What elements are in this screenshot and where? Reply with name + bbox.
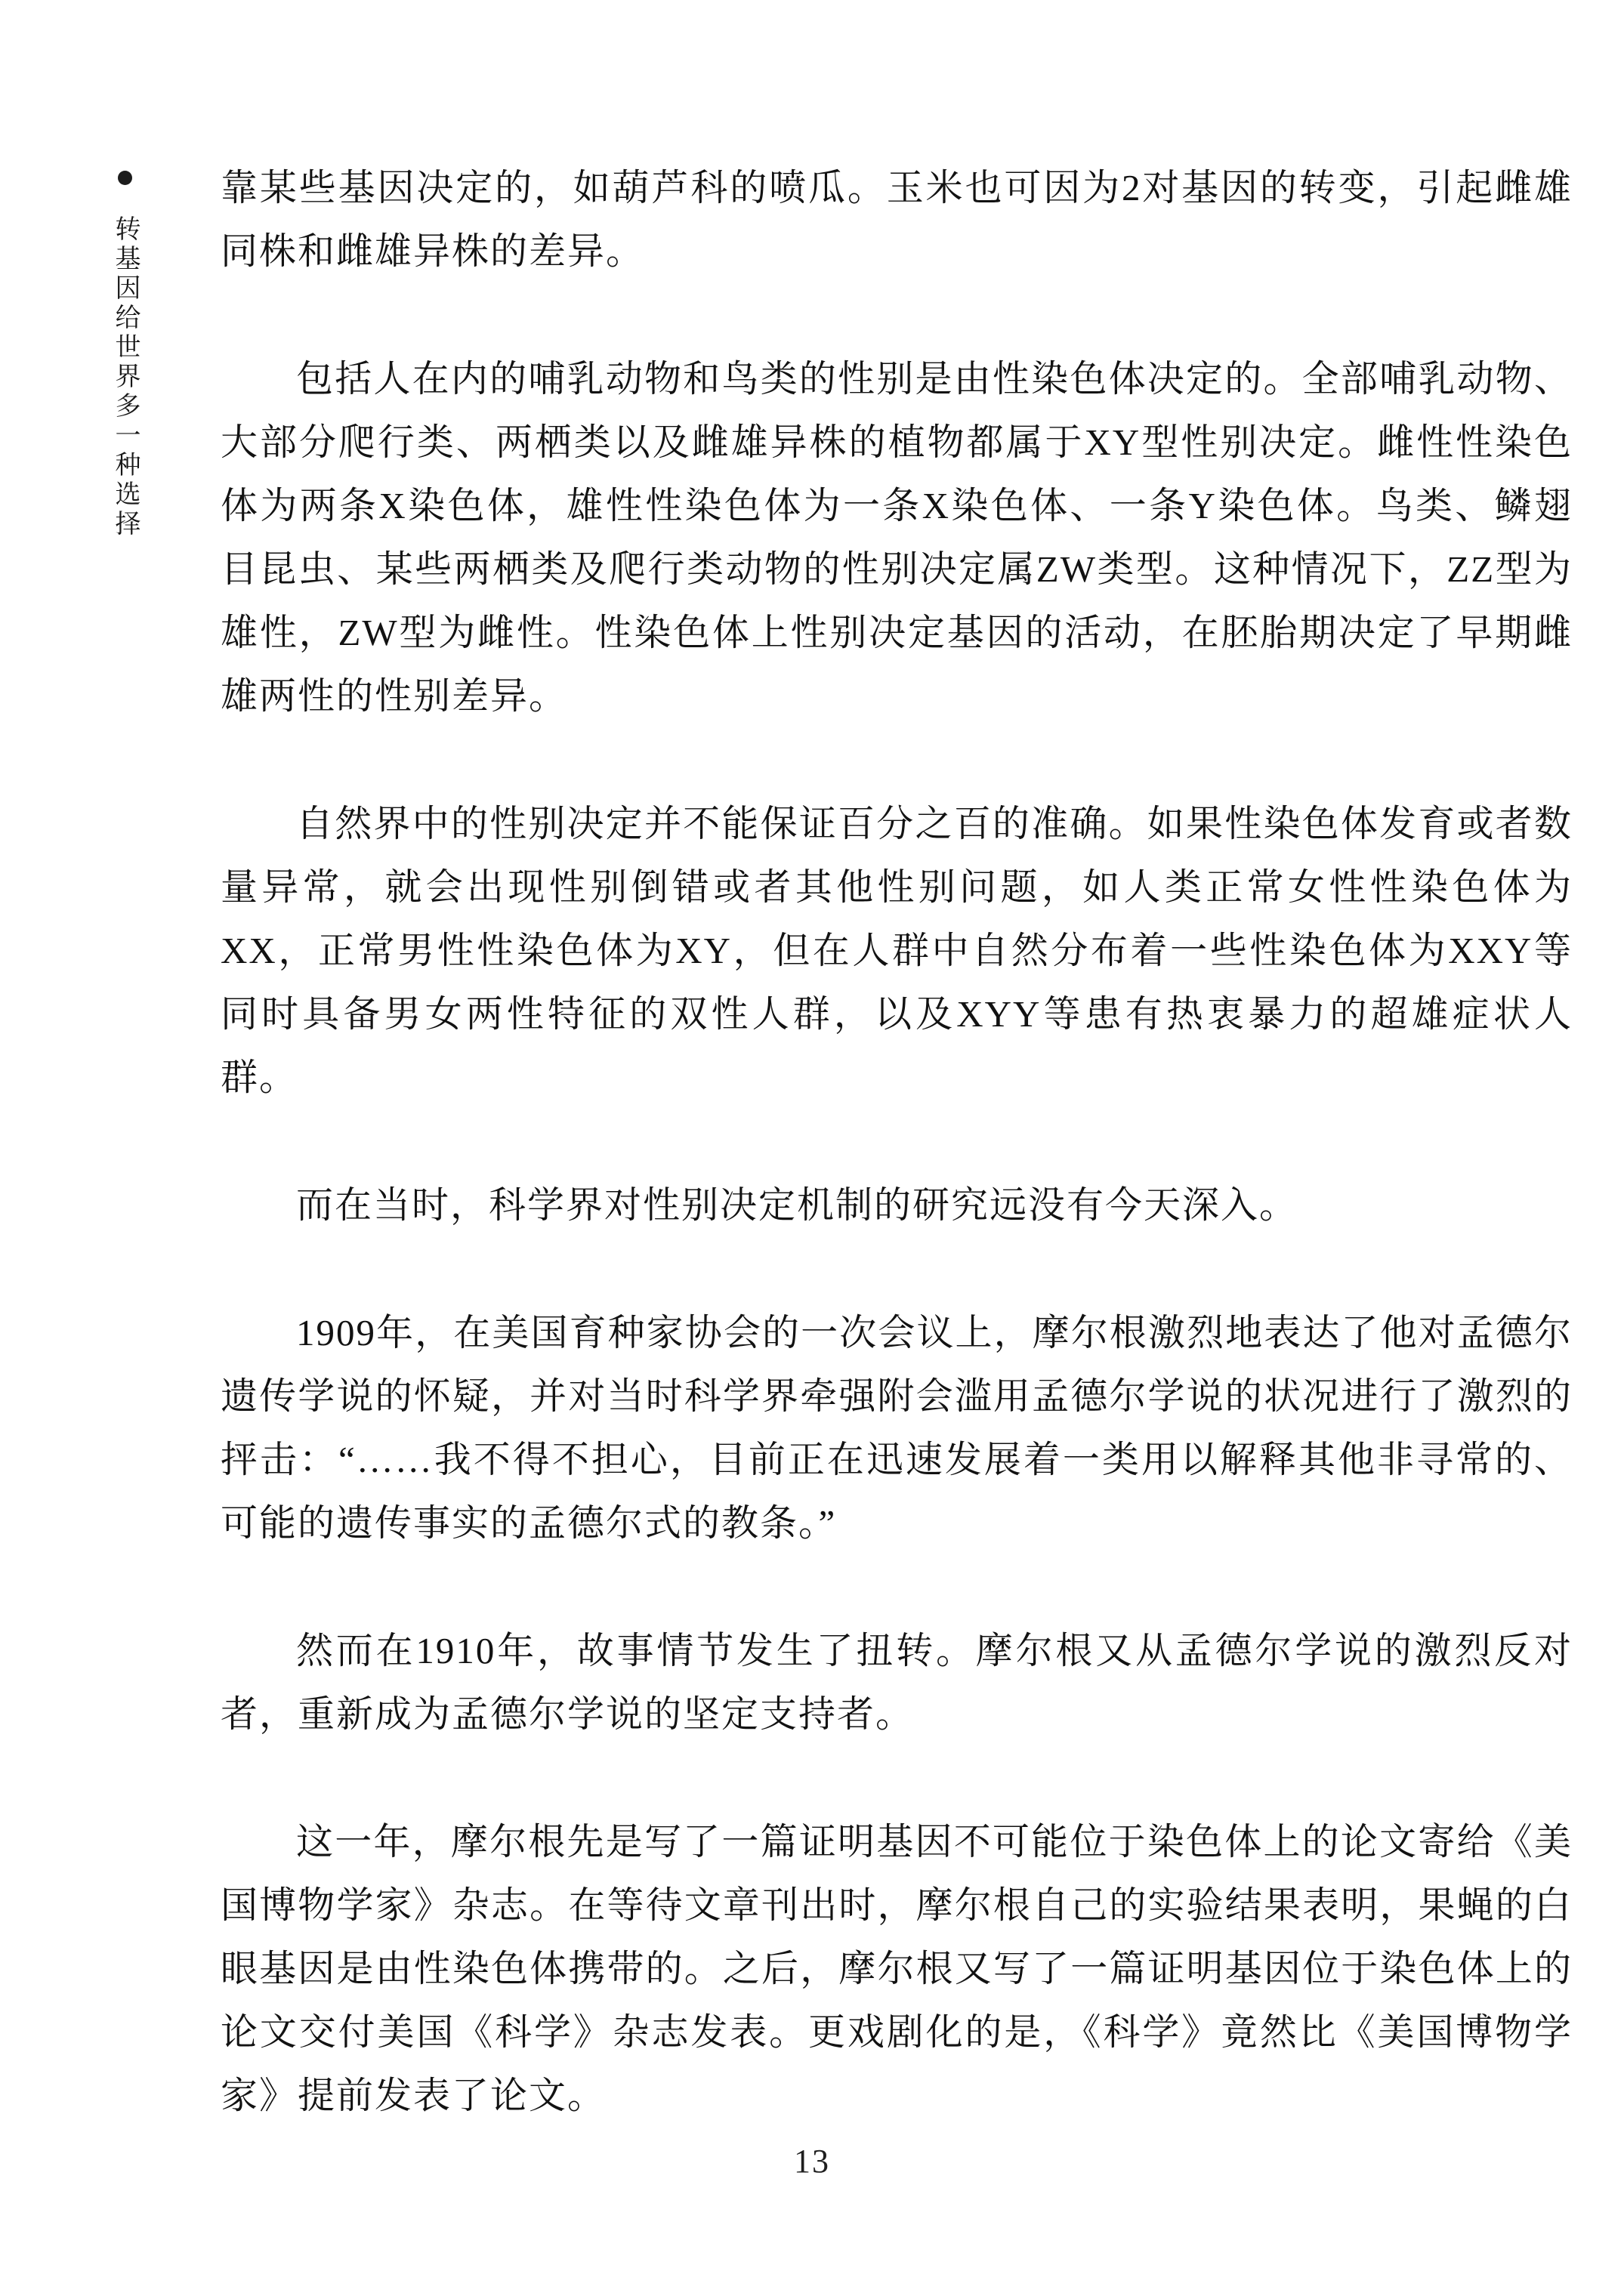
page-number: 13 [794,2143,830,2180]
bullet-icon [118,171,132,185]
margin-note [104,171,145,539]
paragraph: 然而在1910年，故事情节发生了扭转。摩尔根又从孟德尔学说的激烈反对者，重新成为孟德尔学说的坚定支持者。 [221,1630,1573,1735]
paragraph: 1909年，在美国育种家协会的一次会议上，摩尔根激烈地表达了他对孟德尔遗传学说的怀疑，并对当时科学界牵强附会滥用孟德尔学说的状况进行了激烈的抨击：“……我不得不担心，目前正在迅速发展着一类用以解释其他非寻常的、可能的遗传事实的孟德尔式的教条。” [221,1312,1573,1544]
book-title-vertical: 转基因给世界多一种选择 [111,215,139,539]
text-block [221,156,1573,2192]
paragraph: 这一年，摩尔根先是写了一篇证明基因不可能位于染色体上的论文寄给《美国博物学家》杂志。在等待文章刊出时，摩尔根自己的实验结果表明，果蝇的白眼基因是由性染色体携带的。之后，摩尔根又写了一篇证明基因位于染色体上的论文交付美国《科学》杂志发表。更戏剧化的是，《科学》竟然比《美国博物学家》提前发表了论文。 [221,1821,1573,2116]
paragraph: 自然界中的性别决定并不能保证百分之百的准确。如果性染色体发育或者数量异常，就会出现性别倒错或者其他性别问题，如人类正常女性性染色体为XX，正常男性性染色体为XY，但在人群中自然分布着一些性染色体为XXY等同时具备男女两性特征的双性人群，以及XYY等患有热衷暴力的超雄症状人群。 [221,803,1573,1098]
paragraph: 靠某些基因决定的，如葫芦科的喷瓜。玉米也可因为2对基因的转变，引起雌雄同株和雌雄异株的差异。 [221,167,1573,272]
paragraph: 而在当时，科学界对性别决定机制的研究远没有今天深入。 [296,1184,1298,1226]
paragraph: 包括人在内的哺乳动物和鸟类的性别是由性染色体决定的。全部哺乳动物、大部分爬行类、两栖类以及雌雄异株的植物都属于XY型性别决定。雌性性染色体为两条X染色体，雄性性染色体为一条X染色体、一条Y染色体。鸟类、鳞翅目昆虫、某些两栖类及爬行类动物的性别决定属ZW类型。这种情况下，ZZ型为雄性，ZW型为雌性。性染色体上性别决定基因的活动，在胚胎期决定了早期雌雄两性的性别差异。 [221,358,1573,717]
